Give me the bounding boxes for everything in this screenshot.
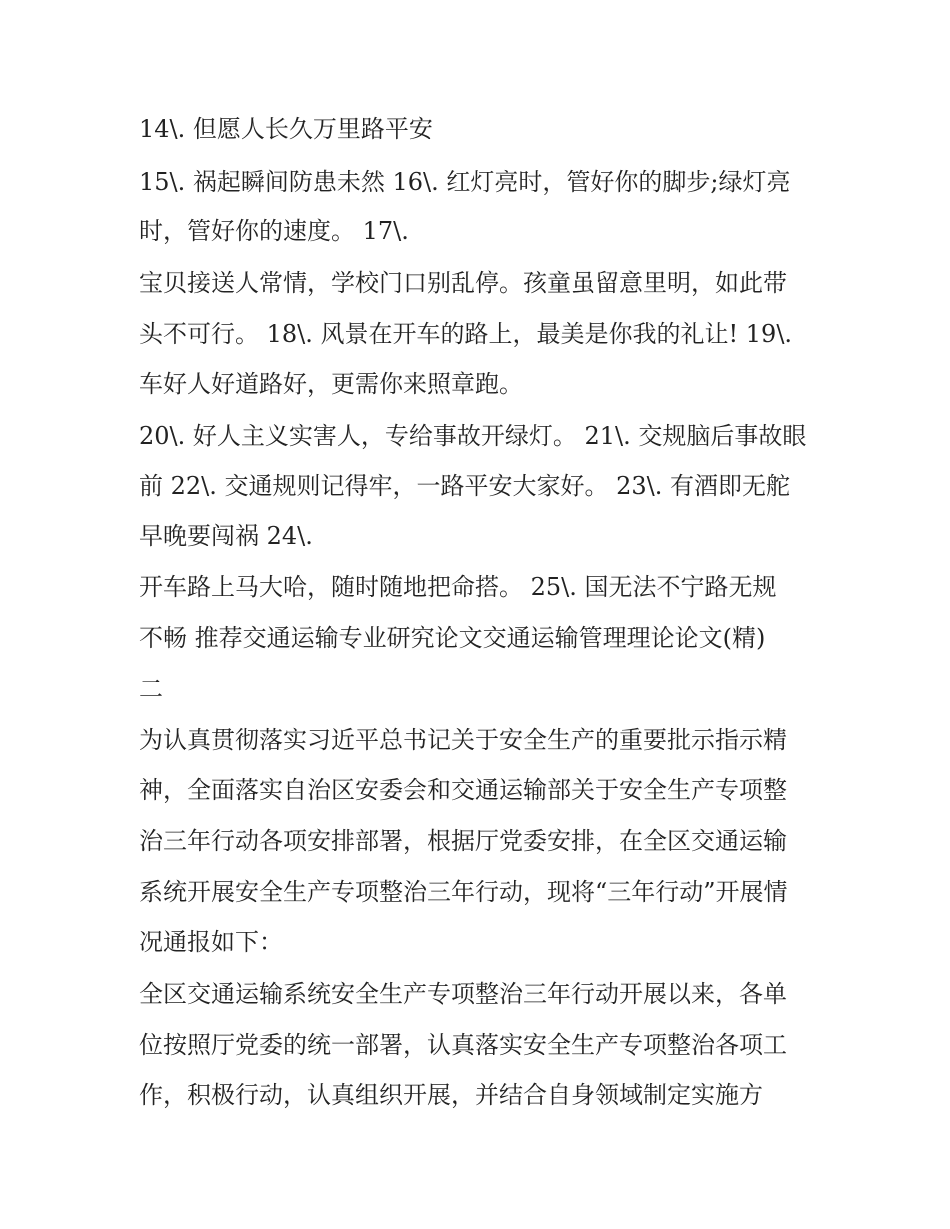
text-line: 二 [139,675,163,703]
text-line: 头不可行。 18\. 风景在开车的路上，最美是你我的礼让! 19\. [139,320,793,348]
text-line: 宝贝接送人常情，学校门口别乱停。孩童虽留意里明，如此带 [139,269,787,297]
text-line: 前 22\. 交通规则记得牢，一路平安大家好。 23\. 有酒即无舵 [139,472,791,500]
text-line: 全区交通运输系统安全生产专项整治三年行动开展以来，各单 [139,980,787,1008]
text-line: 况通报如下： [139,928,283,956]
text-line: 早晚要闯祸 24\. [139,522,313,550]
text-line: 神，全面落实自治区安委会和交通运输部关于安全生产专项整 [139,776,787,804]
text-line: 为认真贯彻落实习近平总书记关于安全生产的重要批示指示精 [139,726,787,754]
text-line: 作，积极行动，认真组织开展，并结合自身领域制定实施方 [139,1081,763,1109]
text-line: 车好人好道路好，更需你来照章跑。 [139,370,523,398]
text-line: 位按照厅党委的统一部署，认真落实安全生产专项整治各项工 [139,1031,787,1059]
text-line: 15\. 祸起瞬间防患未然 16\. 红灯亮时，管好你的脚步;绿灯亮 [139,168,791,196]
text-line: 开车路上马大哈，随时随地把命搭。 25\. 国无法不宁路无规 [139,573,777,601]
text-line: 不畅 推荐交通运输专业研究论文交通运输管理理论论文(精) [139,624,766,652]
text-line: 20\. 好人主义实害人，专给事故开绿灯。 21\. 交规脑后事故眼 [139,422,807,450]
text-line: 系统开展安全生产专项整治三年行动，现将“三年行动”开展情 [139,878,788,906]
text-line: 时，管好你的速度。 17\. [139,217,409,245]
text-line: 治三年行动各项安排部署，根据厅党委安排，在全区交通运输 [139,827,787,855]
text-line: 14\. 但愿人长久万里路平安 [139,115,433,143]
